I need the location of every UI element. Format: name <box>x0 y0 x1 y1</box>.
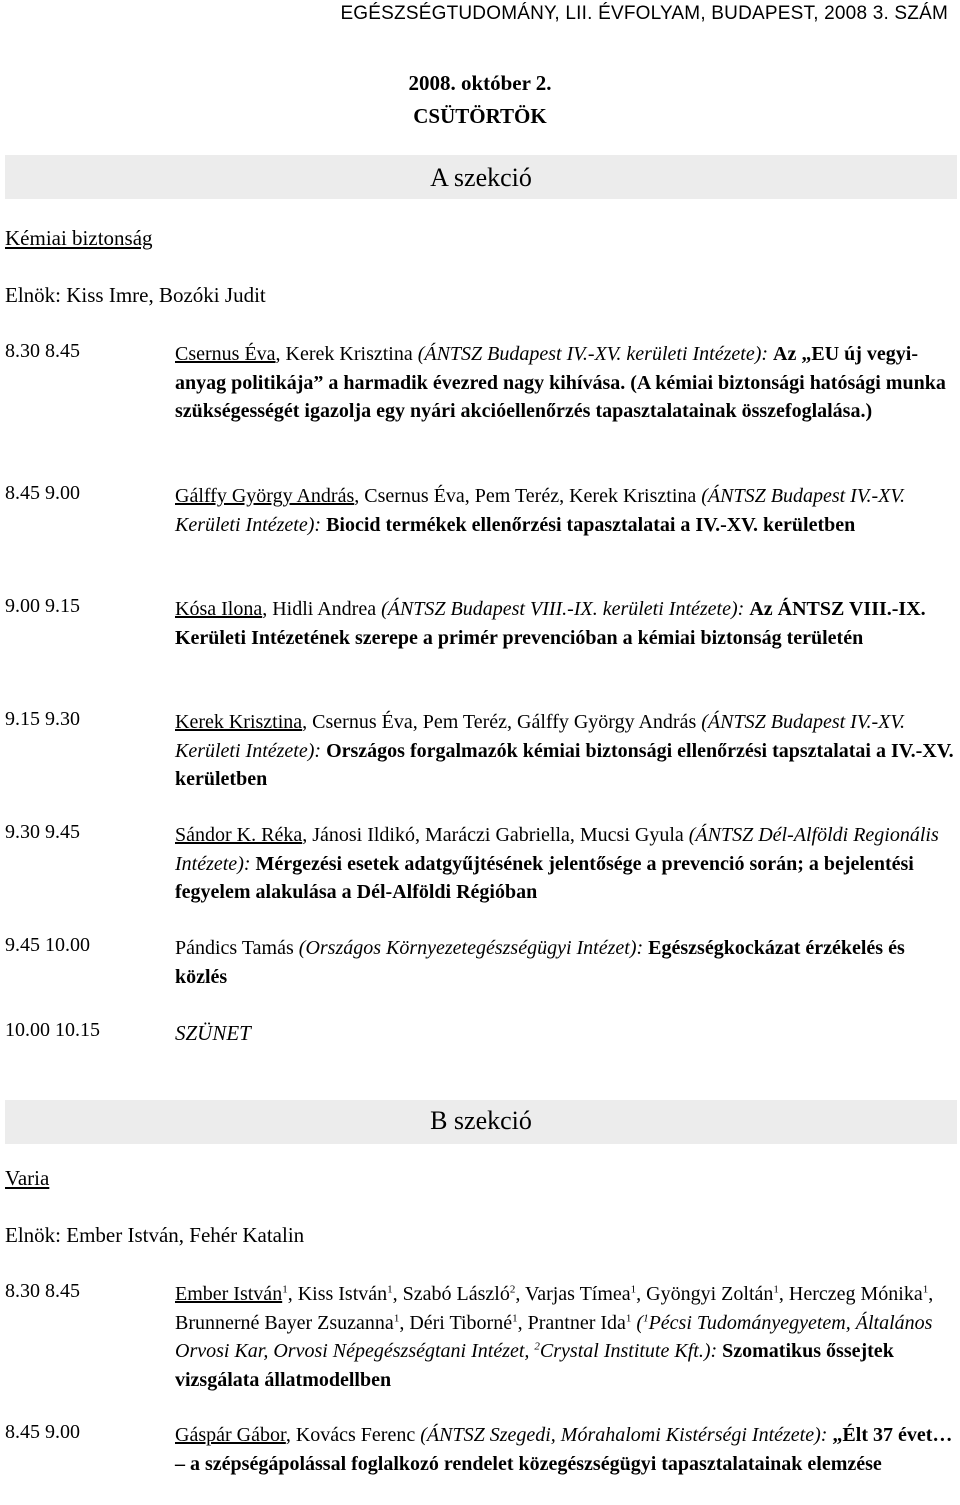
entry-authors: , Hidli Andrea <box>262 598 382 620</box>
entry-time: 9.30 9.45 <box>5 821 80 843</box>
event-date: 2008. október 2. <box>408 71 552 95</box>
event-day: CSÜTÖRTÖK <box>413 104 547 128</box>
entry-time: 8.45 9.00 <box>5 1421 80 1443</box>
entry-institution: (ÁNTSZ Szegedi, Mórahalomi Kistérségi Intézete): <box>420 1424 828 1446</box>
affiliation-mark: 1 <box>282 1283 288 1296</box>
entry-authors: , Jánosi Ildikó, Maráczi Gabriella, Mucsi Gyula <box>302 824 689 846</box>
author-name: , Déri Tiborné <box>399 1311 513 1334</box>
presenter-name: Kerek Krisztina <box>175 711 303 733</box>
entry-title: Az ÁNTSZ VIII.-IX. Kerületi Intézetének szerepe a primér prevencióban a kémiai biztonság területén <box>175 598 926 649</box>
entry-time: 8.45 9.00 <box>5 482 80 504</box>
author-name: , Prantner Ida <box>517 1311 626 1334</box>
affiliation-mark: 2 <box>509 1283 516 1296</box>
entry-authors: , Csernus Éva, Pem Teréz, Kerek Krisztina <box>354 485 702 507</box>
break-label: SZÜNET <box>175 1021 251 1045</box>
affiliation-mark: 1 <box>922 1283 929 1296</box>
entry-time: 9.15 9.30 <box>5 708 80 730</box>
entry-title: „Élt 37 évet… – a szépségápolással foglalkozó rendelet közegészségügyi tapasztalatainak elemzése <box>175 1424 953 1475</box>
entry-institution: (ÁNTSZ Dél-Alföldi Regionális Intézete): <box>175 824 939 875</box>
section-b-title: B szekció <box>430 1106 532 1135</box>
entry-body <box>175 708 955 794</box>
entry-title: Biocid termékek ellenőrzési tapasztalatai a IV.-XV. kerületben <box>326 513 856 536</box>
entry-time: 9.45 10.00 <box>5 934 90 956</box>
break-time: 10.00 10.15 <box>5 1019 100 1041</box>
journal-header: EGÉSZSÉGTUDOMÁNY, LII. ÉVFOLYAM, BUDAPEST, 2008 3. SZÁM <box>340 3 948 24</box>
presenter-name: Sándor K. Réka <box>175 824 303 846</box>
entry-time: 8.30 8.45 <box>5 340 80 362</box>
affiliation-mark: 1 <box>773 1283 779 1296</box>
entry-body <box>175 1421 955 1478</box>
section-a-topic: Kémiai biztonság <box>5 226 153 250</box>
affiliation-mark: 1 <box>393 1311 400 1324</box>
author-name: , Gyöngyi Zoltán <box>636 1283 774 1305</box>
author-name: , Herczeg Mónika <box>778 1283 923 1305</box>
entry-title: Az „EU új vegyi-anyag politikája” a harmadik évezred nagy kihívása. (A kémiai biztonsági hatósági munka szükségességét igazolja egy nyári akcióellenőrzés tapasztalatainak összefoglalása.) <box>175 343 946 422</box>
entry-title: Szomatikus őssejtek vizsgálata állatmodellben <box>175 1340 894 1391</box>
section-b-topic: Varia <box>5 1166 50 1190</box>
entry-institution: (ÁNTSZ Budapest VIII.-IX. kerületi Intézete): <box>381 598 745 620</box>
section-a-bar <box>5 155 957 199</box>
section-b-bar <box>5 1100 957 1144</box>
affiliation-mark: 1 <box>387 1283 393 1296</box>
entry-institution: (ÁNTSZ Budapest IV.-XV. kerületi Intézete): <box>417 343 769 365</box>
entry-body <box>175 934 955 991</box>
affiliation-mark: 1 <box>630 1283 637 1296</box>
affiliation-mark: 1 <box>512 1311 518 1324</box>
presenter-name: Ember István <box>175 1283 283 1305</box>
entry-body <box>175 595 955 652</box>
entry-title: Országos forgalmazók kémiai biztonsági ellenőrzési tapsztalatai a IV.-XV. kerületben <box>175 739 954 790</box>
entry-institution: ($^1$Pécsi Tudományegyetem, Általános Orvosi Kar, Orvosi Népegészségtani Intézet, $^2$Crystal Institute Kft.): <box>175 1311 933 1362</box>
section-a-chair: Elnök: Kiss Imre, Bozóki Judit <box>5 283 266 307</box>
entry-authors: , Csernus Éva, Pem Teréz, Gálffy György András <box>302 711 702 733</box>
entry-authors: Pándics Tamás <box>175 937 299 959</box>
author-name: , Brunnerné Bayer Zsuzanna <box>175 1283 934 1334</box>
entry-title: Mérgezési esetek adatgyűjtésének jelentősége a prevenció során; a bejelentési fegyelem alakulása a Dél-Alföldi Régióban <box>175 852 914 903</box>
presenter-name: Kósa Ilona <box>175 598 263 620</box>
entry-body <box>175 821 955 907</box>
section-b-chair: Elnök: Ember István, Fehér Katalin <box>5 1223 305 1247</box>
entry-institution: (ÁNTSZ Budapest IV.-XV. Kerületi Intézete): <box>175 711 905 762</box>
entry-institution: (ÁNTSZ Budapest IV.-XV. Kerületi Intézete): <box>175 485 905 536</box>
presenter-name: Gálffy György András <box>175 485 355 507</box>
author-name: , Varjas Tímea <box>515 1283 631 1305</box>
presenter-name: Csernus Éva <box>175 343 276 365</box>
entry-body <box>175 1280 955 1394</box>
author-name: , Szabó László <box>392 1283 510 1305</box>
entry-authors: , Kovács Ferenc <box>285 1424 421 1446</box>
section-a-title: A szekció <box>430 163 532 192</box>
entry-institution: (Országos Környezetegészségügyi Intézet): <box>298 937 644 959</box>
entry-title: Egészségkockázat érzékelés és közlés <box>175 937 905 988</box>
presenter-name: Gáspár Gábor <box>175 1424 286 1446</box>
entry-authors: , Kerek Krisztina <box>275 343 418 365</box>
entry-time: 8.30 8.45 <box>5 1280 80 1302</box>
affiliation-mark: 1 <box>625 1311 632 1324</box>
entry-time: 9.00 9.15 <box>5 595 80 617</box>
entry-body <box>175 340 955 426</box>
author-name: , Kiss István <box>287 1283 388 1305</box>
entry-body <box>175 482 955 539</box>
